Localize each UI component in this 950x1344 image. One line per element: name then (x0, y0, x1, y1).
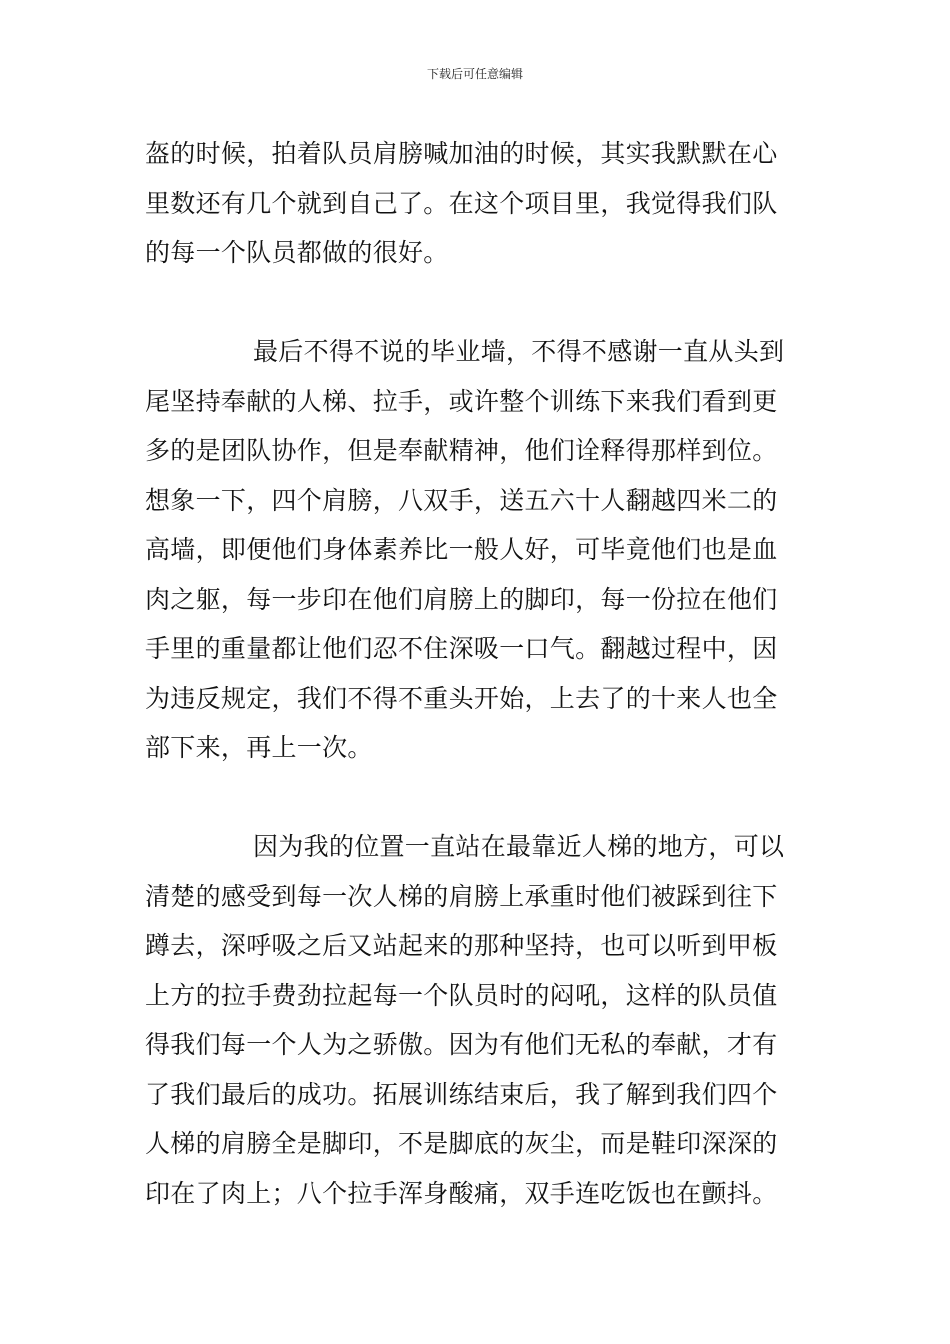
text-line: 里数还有几个就到自己了。在这个项目里，我觉得我们队 (145, 188, 778, 218)
paragraph-gap (145, 773, 810, 823)
text-line: 肉之躯，每一步印在他们肩膀上的脚印，每一份拉在他们 (145, 584, 778, 614)
text-line: 了我们最后的成功。拓展训练结束后，我了解到我们四个 (145, 1079, 778, 1109)
paragraph-gap (145, 278, 810, 328)
text-line: 部下来，再上一次。 (145, 733, 373, 762)
text-line: 印在了肉上；八个拉手浑身酸痛，双手连吃饭也在颤抖。 (145, 1178, 778, 1208)
text-line: 为违反规定，我们不得不重头开始，上去了的十来人也全 (145, 683, 778, 713)
text-line: 想象一下，四个肩膀，八双手，送五六十人翻越四米二的 (145, 485, 778, 515)
text-line: 清楚的感受到每一次人梯的肩膀上承重时他们被踩到往下 (145, 881, 778, 911)
document-body (145, 129, 810, 1218)
text-line: 人梯的肩膀全是脚印，不是脚底的灰尘，而是鞋印深深的 (145, 1129, 778, 1158)
paragraph-3 (145, 822, 810, 1218)
text-line: 手里的重量都让他们忍不住深吸一口气。翻越过程中，因 (145, 634, 778, 663)
text-line: 得我们每一个人为之骄傲。因为有他们无私的奉献，才有 (145, 1030, 778, 1059)
paragraph-1 (145, 129, 810, 278)
text-line: 盔的时候，拍着队员肩膀喊加油的时候，其实我默默在心 (145, 139, 778, 168)
text-line: 蹲去，深呼吸之后又站起来的那种坚持，也可以听到甲板 (145, 931, 778, 960)
page-header: 下载后可任意编辑 (426, 67, 523, 81)
text-line: 上方的拉手费劲拉起每一个队员时的闷吼，这样的队员值 (145, 980, 778, 1010)
paragraph-2 (145, 327, 810, 773)
text-line: 的每一个队员都做的很好。 (145, 238, 449, 267)
text-line: 尾坚持奉献的人梯、拉手，或许整个训练下来我们看到更 (145, 386, 778, 416)
text-line: 最后不得不说的毕业墙，不得不感谢一直从头到 (253, 337, 785, 366)
text-line: 高墙，即便他们身体素养比一般人好，可毕竟他们也是血 (145, 535, 778, 564)
text-line: 多的是团队协作，但是奉献精神，他们诠释得那样到位。 (145, 436, 778, 465)
text-line: 因为我的位置一直站在最靠近人梯的地方，可以 (253, 832, 785, 861)
